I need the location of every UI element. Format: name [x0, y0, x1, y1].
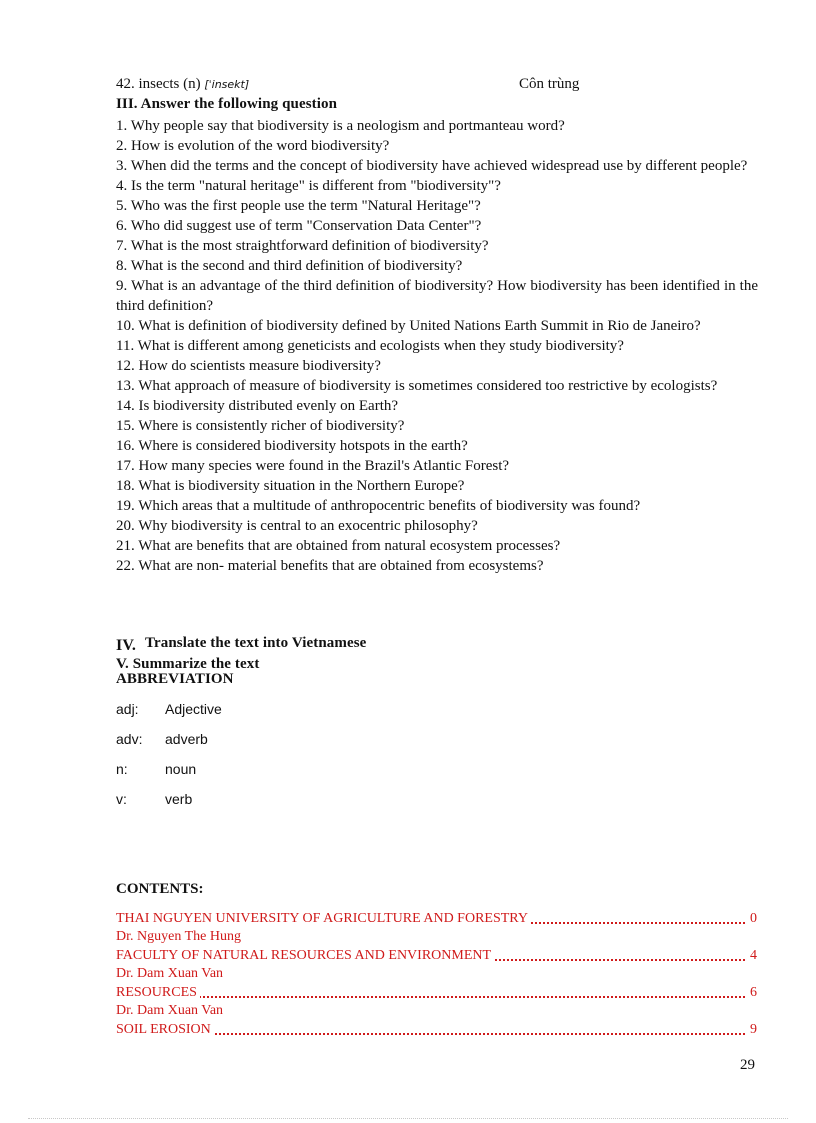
question-item: 12. How do scientists measure biodiversity? — [116, 358, 381, 374]
question-item: 17. How many species were found in the Brazil's Atlantic Forest? — [116, 458, 510, 474]
question-item: 16. Where is considered biodiversity hotspots in the earth? — [116, 438, 468, 454]
toc-entry[interactable] — [116, 946, 757, 965]
abbreviation-value: verb — [165, 791, 193, 807]
question-item: 19. Which areas that a multitude of anthropocentric benefits of biodiversity was found? — [116, 498, 641, 514]
question-list — [116, 116, 758, 576]
toc-entry-page: 4 — [750, 948, 757, 963]
abbreviation-key: n: — [116, 761, 128, 777]
abbreviation-key: adj: — [116, 701, 139, 717]
vocab-term: 42. insects (n) — [116, 76, 201, 92]
toc-entry[interactable] — [116, 1020, 757, 1039]
contents-title: CONTENTS: — [116, 881, 204, 897]
bottom-divider — [28, 1118, 788, 1119]
toc-author: Dr. Nguyen The Hung — [116, 929, 241, 944]
question-item: 20. Why biodiversity is central to an exocentric philosophy? — [116, 518, 478, 534]
vocab-term-line — [116, 76, 249, 93]
toc-entry[interactable] — [116, 983, 757, 1002]
toc-author: Dr. Dam Xuan Van — [116, 1003, 224, 1018]
question-item: 21. What are benefits that are obtained from natural ecosystem processes? — [116, 538, 561, 554]
section-5-heading: V. Summarize the text — [116, 656, 260, 672]
toc-entry-title: THAI NGUYEN UNIVERSITY OF AGRICULTURE AND FORESTRY — [116, 911, 531, 926]
section-4-heading: Translate the text into Vietnamese — [145, 635, 367, 651]
question-item: 18. What is biodiversity situation in the Northern Europe? — [116, 478, 465, 494]
section-4-number: IV. — [116, 637, 137, 654]
question-item: 1. Why people say that biodiversity is a neologism and portmanteau word? — [116, 118, 565, 134]
toc-entry-page: 0 — [750, 911, 757, 926]
question-item: 22. What are non- material benefits that are obtained from ecosystems? — [116, 558, 544, 574]
question-item: 2. How is evolution of the word biodiversity? — [116, 138, 390, 154]
question-item: 14. Is biodiversity distributed evenly on Earth? — [116, 398, 399, 414]
vocab-entry — [116, 76, 756, 96]
abbreviation-value: noun — [165, 761, 197, 777]
question-item: 3. When did the terms and the concept of biodiversity have achieved widespread use by different people? — [116, 158, 748, 174]
toc-entry-title: SOIL EROSION — [116, 1022, 214, 1037]
toc-leader-dots — [116, 996, 745, 998]
question-item: 13. What approach of measure of biodiversity is sometimes considered too restrictive by ecologists? — [116, 378, 718, 394]
question-item: 9. What is an advantage of the third definition of biodiversity? How biodiversity has been identified in the third definition? — [116, 278, 758, 314]
question-item: 10. What is definition of biodiversity defined by United Nations Earth Summit in Rio de Janeiro? — [116, 318, 701, 334]
question-item: 4. Is the term "natural heritage" is different from "biodiversity"? — [116, 178, 501, 194]
toc-author: Dr. Dam Xuan Van — [116, 966, 224, 981]
abbreviation-title: ABBREVIATION — [116, 671, 234, 687]
question-item: 7. What is the most straightforward definition of biodiversity? — [116, 238, 489, 254]
question-item: 5. Who was the first people use the term "Natural Heritage"? — [116, 198, 481, 214]
abbreviation-key: adv: — [116, 731, 143, 747]
toc-entry[interactable] — [116, 909, 757, 928]
abbreviation-key: v: — [116, 791, 127, 807]
question-item: 15. Where is consistently richer of biodiversity? — [116, 418, 405, 434]
question-item: 11. What is different among geneticists and ecologists when they study biodiversity? — [116, 338, 624, 354]
toc-entry-page: 9 — [750, 1022, 757, 1037]
question-item: 6. Who did suggest use of term "Conservation Data Center"? — [116, 218, 482, 234]
question-item: 8. What is the second and third definition of biodiversity? — [116, 258, 463, 274]
abbreviation-value: Adjective — [165, 701, 222, 717]
toc-entry-title: FACULTY OF NATURAL RESOURCES AND ENVIRONMENT — [116, 948, 494, 963]
table-of-contents — [116, 909, 757, 1039]
page-number: 29 — [740, 1057, 755, 1073]
vocab-ipa: [ˈinsekt] — [204, 78, 250, 91]
toc-entry-title: RESOURCES — [116, 985, 200, 1000]
section-3-heading: III. Answer the following question — [116, 96, 338, 112]
vocab-meaning: Côn trùng — [519, 76, 580, 92]
abbreviation-value: adverb — [165, 731, 208, 747]
toc-entry-page: 6 — [750, 985, 757, 1000]
